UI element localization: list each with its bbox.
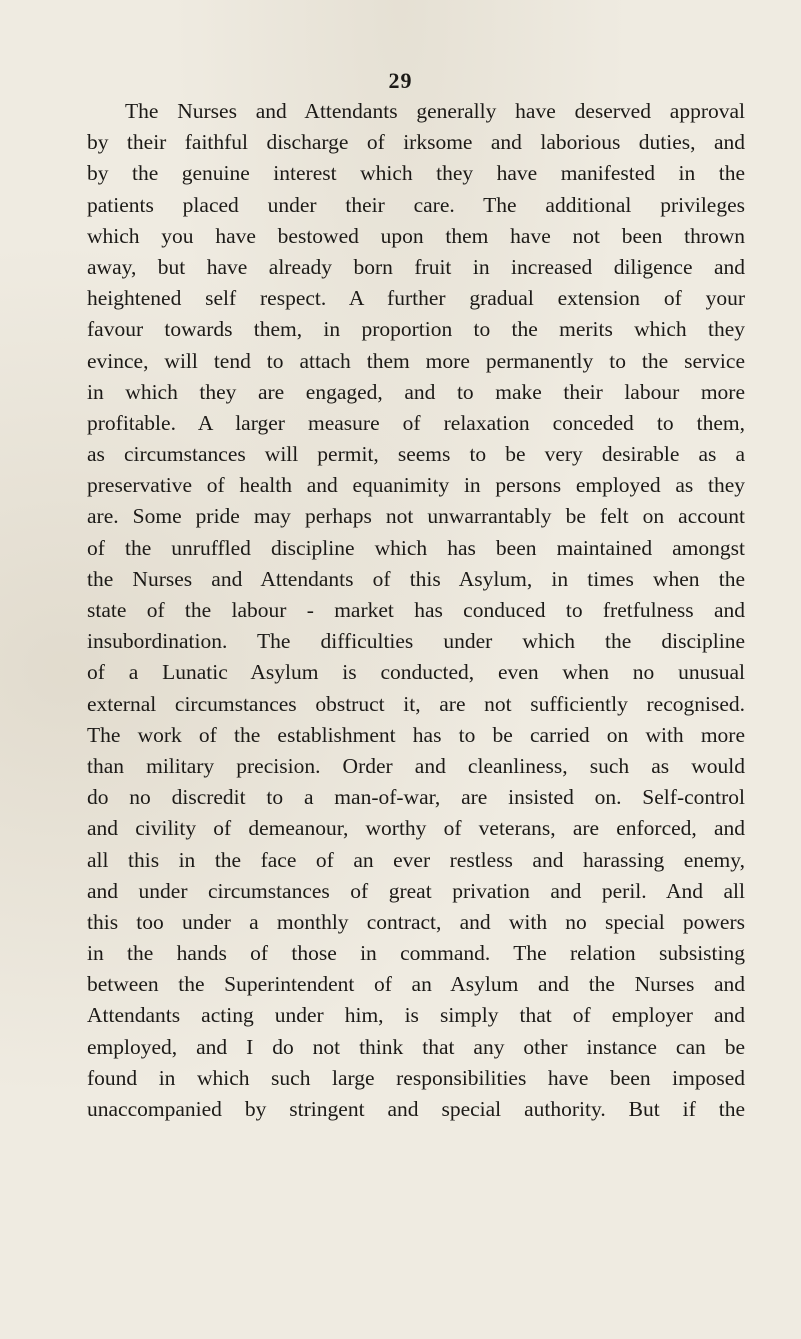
text-line: external circumstances obstruct it, are not sufficiently recognised. (87, 691, 745, 716)
text-line: heightened self respect. A further gradual extension of your (87, 286, 745, 311)
text-line: the Nurses and Attendants of this Asylum, in times when the (87, 566, 745, 591)
text-line: and civility of demeanour, worthy of veterans, are enforced, and (87, 816, 745, 841)
text-line: all this in the face of an ever restless and harassing enemy, (87, 847, 745, 872)
body-paragraph (87, 96, 745, 1125)
text-line: as circumstances will permit, seems to be very desirable as a (87, 442, 745, 467)
page-number: 29 (388, 68, 413, 93)
text-line: are. Some pride may perhaps not unwarrantably be felt on account (87, 504, 745, 529)
text-line: favour towards them, in proportion to the merits which they (87, 317, 745, 342)
text-line: of a Lunatic Asylum is conducted, even when no unusual (87, 660, 745, 685)
text-line: employed, and I do not think that any other instance can be (87, 1034, 745, 1059)
text-line: The Nurses and Attendants generally have deserved approval (125, 99, 745, 123)
text-line: by the genuine interest which they have manifested in the (87, 161, 745, 186)
text-line: in which they are engaged, and to make their labour more (87, 379, 745, 404)
text-line: this too under a monthly contract, and with no special powers (87, 909, 745, 934)
text-line: The work of the establishment has to be carried on with more (87, 722, 745, 747)
text-line: patients placed under their care. The additional privileges (87, 192, 745, 217)
text-line: evince, will tend to attach them more permanently to the service (87, 348, 745, 373)
text-line: found in which such large responsibilities have been imposed (87, 1065, 745, 1090)
text-line: Attendants acting under him, is simply that of employer and (87, 1003, 745, 1028)
text-line: by their faithful discharge of irksome and laborious duties, and (87, 130, 745, 155)
text-line: of the unruffled discipline which has been maintained amongst (87, 535, 745, 560)
text-line: insubordination. The difficulties under which the discipline (87, 629, 745, 654)
text-line: than military precision. Order and cleanliness, such as would (87, 753, 745, 778)
text-line: preservative of health and equanimity in persons employed as they (87, 473, 745, 498)
text-line: away, but have already born fruit in increased diligence and (87, 254, 745, 279)
text-line: profitable. A larger measure of relaxation conceded to them, (87, 410, 745, 435)
text-line: which you have bestowed upon them have not been thrown (87, 223, 745, 248)
text-line: between the Superintendent of an Asylum and the Nurses and (87, 972, 745, 997)
text-line: in the hands of those in command. The relation subsisting (87, 941, 745, 966)
text-line: unaccompanied by stringent and special authority. But if the (87, 1097, 745, 1121)
text-line: and under circumstances of great privation and peril. And all (87, 878, 745, 903)
text-line: do no discredit to a man-of-war, are insisted on. Self-control (87, 785, 745, 810)
text-line: state of the labour - market has conduced to fretfulness and (87, 598, 745, 622)
